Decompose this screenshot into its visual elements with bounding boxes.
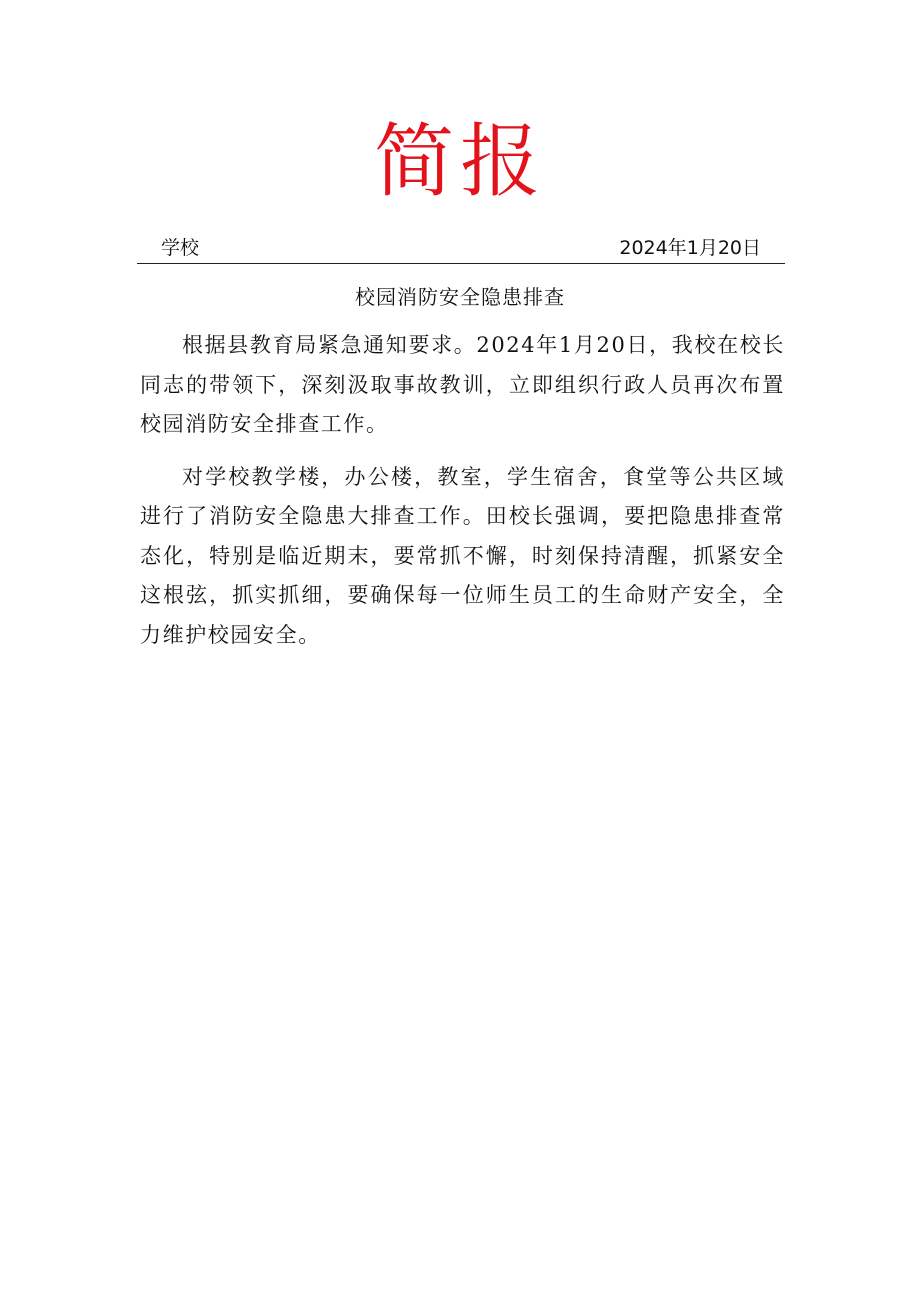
bulletin-title: 简报 [374,115,546,208]
info-row [137,233,785,264]
article-headline: 校园消防安全隐患排查 [355,285,565,309]
school-name: 学校 [161,237,200,259]
bulletin-date: 2024年1月20日 [619,237,761,259]
paragraph: 根据县教育局紧急通知要求。2024年1月20日，我校在校长同志的带领下，深刻汲取事故教训，立即组织行政人员再次布置校园消防安全排查工作。 [140,333,785,436]
article-body [140,326,785,668]
paragraph: 对学校教学楼，办公楼，教室，学生宿舍，食堂等公共区域进行了消防安全隐患大排查工作。田校长强调，要把隐患排查常态化，特别是临近期末，要常抓不懈，时刻保持清醒，抓紧安全这根弦，抓实抓细，要确保每一位师生员工的生命财产安全，全力维护校园安全。 [140,464,785,647]
